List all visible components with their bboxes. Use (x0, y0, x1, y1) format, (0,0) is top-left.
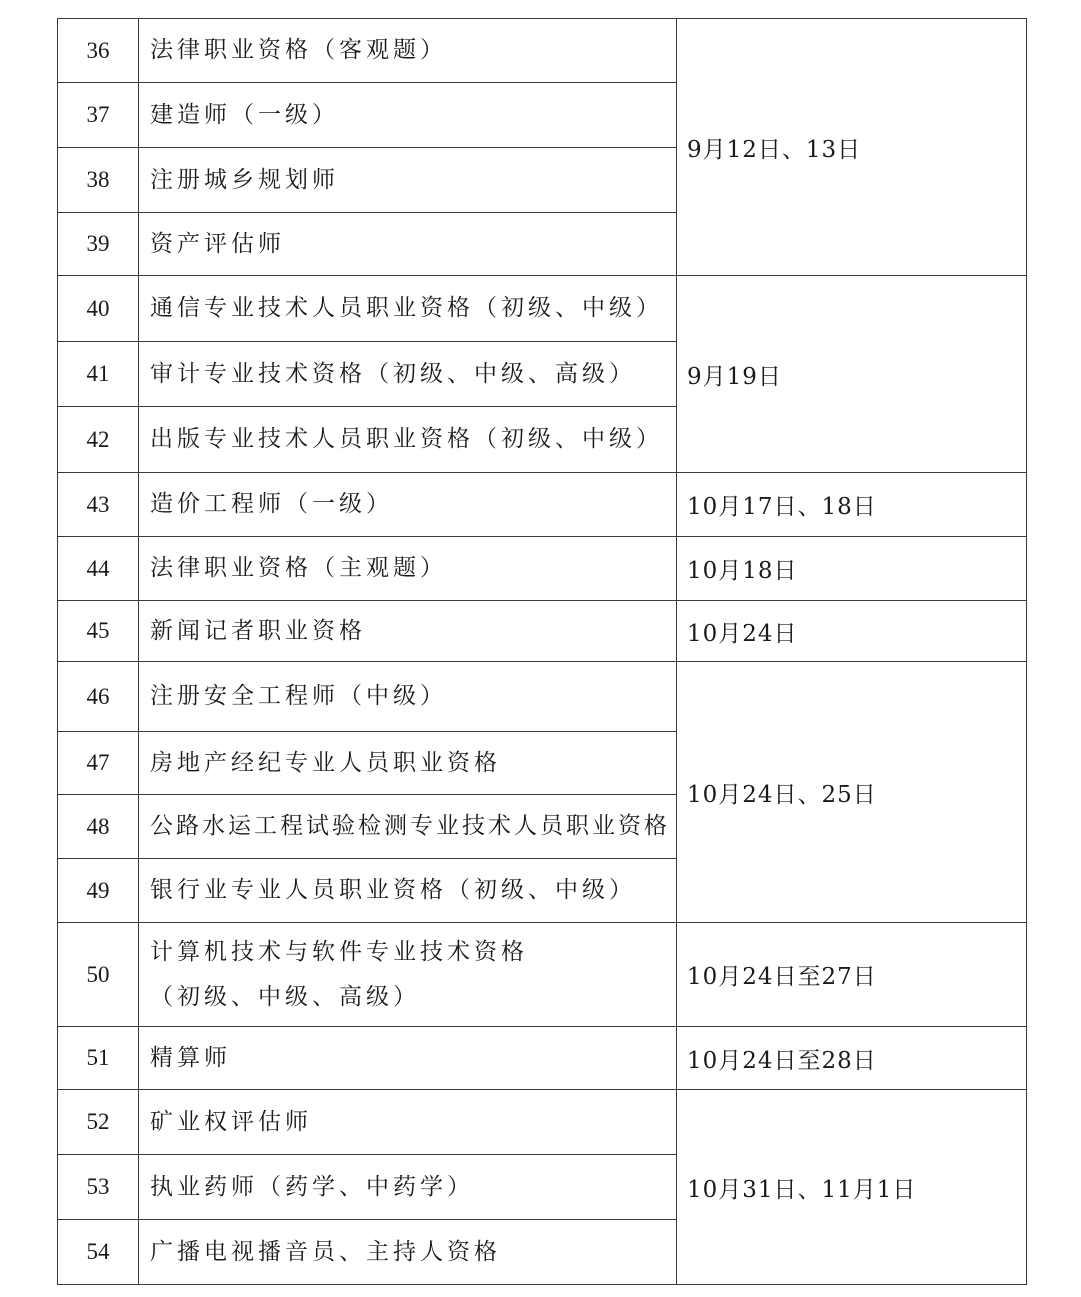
table-row (58, 473, 1027, 537)
exam-name: 法律职业资格（主观题） (139, 537, 677, 601)
row-number: 49 (58, 859, 139, 923)
table-row (58, 662, 1027, 732)
exam-name: 公路水运工程试验检测专业技术人员职业资格 (139, 795, 677, 859)
exam-name: 执业药师（药学、中药学） (139, 1155, 677, 1220)
table-row (58, 601, 1027, 662)
exam-name: 通信专业技术人员职业资格（初级、中级） (139, 276, 677, 342)
row-number: 53 (58, 1155, 139, 1220)
row-number: 51 (58, 1027, 139, 1090)
row-number: 38 (58, 148, 139, 213)
row-number: 45 (58, 601, 139, 662)
exam-date: 10月24日、25日 (677, 662, 1027, 923)
exam-name: 审计专业技术资格（初级、中级、高级） (139, 342, 677, 407)
row-number: 39 (58, 213, 139, 276)
exam-name: 法律职业资格（客观题） (139, 19, 677, 83)
row-number: 42 (58, 407, 139, 473)
row-number: 40 (58, 276, 139, 342)
exam-name: 广播电视播音员、主持人资格 (139, 1220, 677, 1285)
row-number: 47 (58, 732, 139, 795)
table-row (58, 1027, 1027, 1090)
table-row (58, 537, 1027, 601)
row-number: 41 (58, 342, 139, 407)
exam-name: 银行业专业人员职业资格（初级、中级） (139, 859, 677, 923)
exam-schedule-table (57, 18, 1027, 1285)
row-number: 37 (58, 83, 139, 148)
exam-name (139, 923, 677, 1027)
row-number: 44 (58, 537, 139, 601)
table-row (58, 19, 1027, 83)
row-number: 54 (58, 1220, 139, 1285)
table-row (58, 276, 1027, 342)
exam-name-line-1: 计算机技术与软件专业技术资格 (150, 938, 528, 965)
exam-date: 10月24日至28日 (677, 1027, 1027, 1090)
row-number: 52 (58, 1090, 139, 1155)
exam-name: 新闻记者职业资格 (139, 601, 677, 662)
exam-name: 房地产经纪专业人员职业资格 (139, 732, 677, 795)
exam-name: 矿业权评估师 (139, 1090, 677, 1155)
table-row (58, 923, 1027, 1027)
row-number: 36 (58, 19, 139, 83)
row-number: 48 (58, 795, 139, 859)
row-number: 46 (58, 662, 139, 732)
exam-name-line-2: （初级、中级、高级） (150, 983, 420, 1010)
exam-name: 出版专业技术人员职业资格（初级、中级） (139, 407, 677, 473)
exam-date: 9月12日、13日 (677, 19, 1027, 276)
exam-name: 精算师 (139, 1027, 677, 1090)
row-number: 43 (58, 473, 139, 537)
exam-name: 注册安全工程师（中级） (139, 662, 677, 732)
row-number: 50 (58, 923, 139, 1027)
exam-date: 10月18日 (677, 537, 1027, 601)
table-row (58, 1090, 1027, 1155)
exam-name: 注册城乡规划师 (139, 148, 677, 213)
exam-date: 9月19日 (677, 276, 1027, 473)
exam-name: 造价工程师（一级） (139, 473, 677, 537)
exam-name: 资产评估师 (139, 213, 677, 276)
exam-date: 10月24日 (677, 601, 1027, 662)
exam-date: 10月31日、11月1日 (677, 1090, 1027, 1285)
exam-name: 建造师（一级） (139, 83, 677, 148)
exam-date: 10月17日、18日 (677, 473, 1027, 537)
exam-date: 10月24日至27日 (677, 923, 1027, 1027)
